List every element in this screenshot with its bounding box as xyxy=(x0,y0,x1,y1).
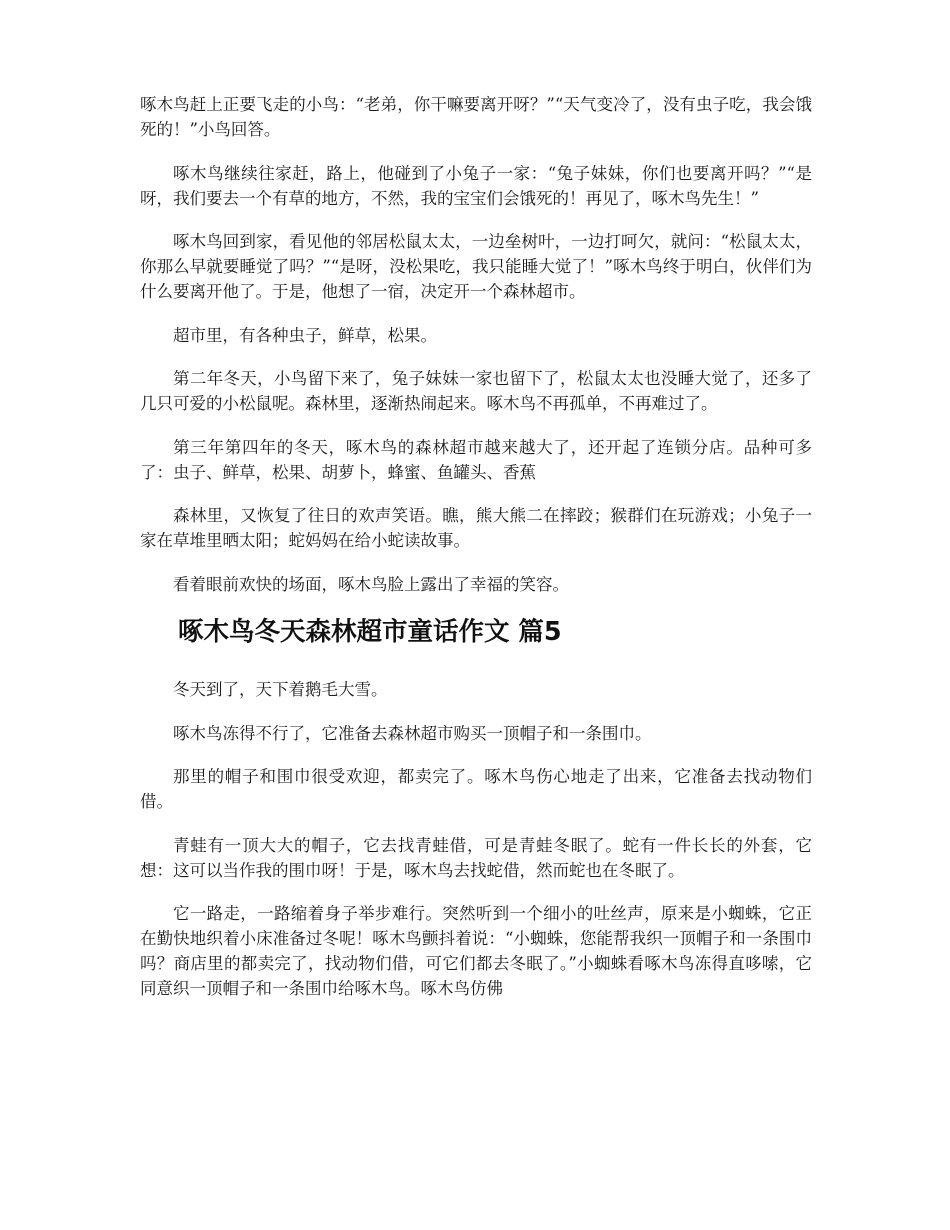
paragraph-5: 第二年冬天，小鸟留下来了，兔子妹妹一家也留下了，松鼠太太也没睡大觉了，还多了几只可爱的小松鼠呢。森林里，逐渐热闹起来。啄木鸟不再孤单，不再难过了。 xyxy=(140,369,812,413)
paragraph-2: 啄木鸟继续往家赶，路上，他碰到了小兔子一家：“兔子妹妹，你们也要离开吗？”“是呀，我们要去一个有草的地方，不然，我的宝宝们会饿死的！再见了，啄木鸟先生！” xyxy=(140,163,812,208)
paragraph-1: 啄木鸟赶上正要飞走的小鸟：“老弟，你干嘛要离开呀？”“天气变冷了，没有虫子吃，我会饿死的！”小鸟回答。 xyxy=(140,95,812,139)
paragraph-10: 啄木鸟冻得不行了，它准备去森林超市购买一顶帽子和一条围巾。 xyxy=(173,723,652,743)
paragraph-7: 森林里，又恢复了往日的欢声笑语。瞧，熊大熊二在摔跤；猴群们在玩游戏；小兔子一家在草堆里晒太阳；蛇妈妈在给小蛇读故事。 xyxy=(140,506,812,550)
document-page xyxy=(140,92,812,1020)
paragraph-11: 那里的帽子和围巾很受欢迎，都卖完了。啄木鸟伤心地走了出来，它准备去找动物们借。 xyxy=(140,767,812,811)
paragraph-9: 冬天到了，天下着鹅毛大雪。 xyxy=(173,680,388,699)
paragraph-6: 第三年第四年的冬天，啄木鸟的森林超市越来越大了，还开起了连锁分店。品种可多了：虫子、鲜草，松果、胡萝卜，蜂蜜、鱼罐头、香蕉 xyxy=(140,437,812,482)
paragraph-8: 看着眼前欢快的场面，啄木鸟脸上露出了幸福的笑容。 xyxy=(173,574,569,594)
paragraph-12: 青蛙有一顶大大的帽子，它去找青蛙借，可是青蛙冬眠了。蛇有一件长长的外套，它想：这可以当作我的围巾呀！于是，啄木鸟去找蛇借，然而蛇也在冬眠了。 xyxy=(140,835,812,880)
paragraph-4: 超市里，有各种虫子，鲜草，松果。 xyxy=(173,325,437,345)
paragraph-3: 啄木鸟回到家，看见他的邻居松鼠太太，一边垒树叶，一边打呵欠，就问：“松鼠太太，你那么早就要睡觉了吗？”“是呀，没松果吃，我只能睡大觉了！”啄木鸟终于明白，伙伴们为什么要离开他了。于是，他想了一宿，决定开一个森林超市。 xyxy=(140,232,812,301)
section-heading: 啄木鸟冬天森林超市童话作文 篇5 xyxy=(178,617,562,647)
paragraph-13: 它一路走，一路缩着身子举步难行。突然听到一个细小的吐丝声，原来是小蜘蛛，它正在勤快地织着小床准备过冬呢！啄木鸟颤抖着说：“小蜘蛛，您能帮我织一顶帽子和一条围巾吗？商店里的都卖完了，找动物们借，可它们都去冬眠了。”小蜘蛛看啄木鸟冻得直哆嗦，它同意织一顶帽子和一条围巾给啄木鸟。啄木鸟仿佛 xyxy=(140,904,812,998)
